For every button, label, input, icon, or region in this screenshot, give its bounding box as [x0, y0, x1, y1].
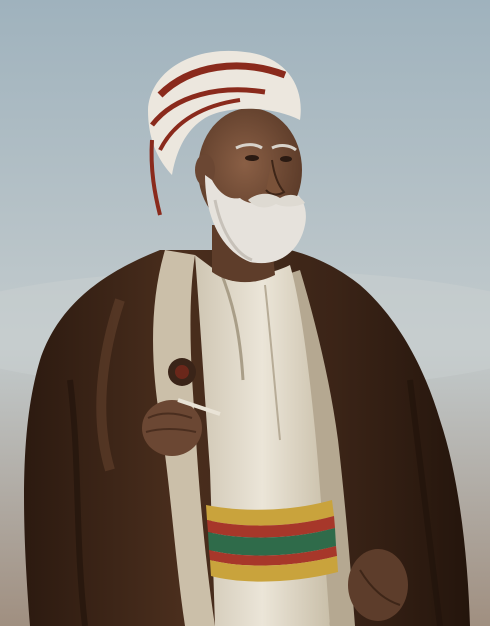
eye-left — [245, 155, 259, 161]
eye-right — [280, 156, 292, 162]
waist-sash — [206, 500, 338, 582]
hand-right — [348, 549, 408, 621]
pipe-bowl-detail — [175, 365, 189, 379]
